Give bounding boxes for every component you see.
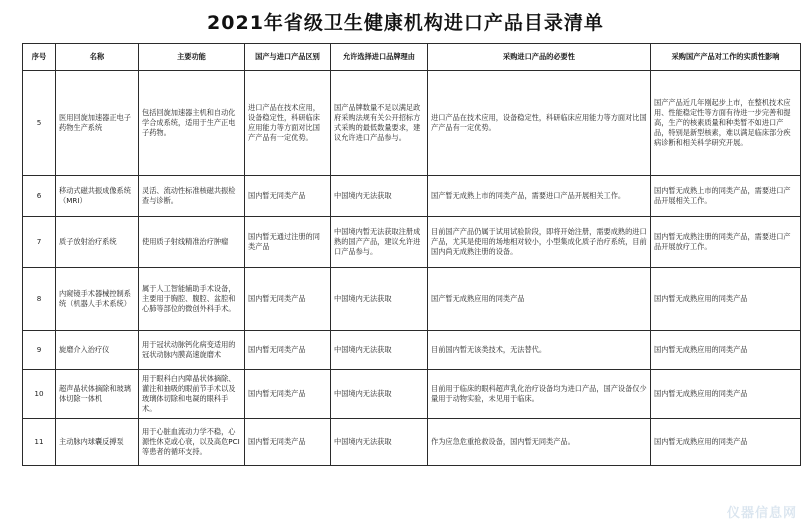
cell-impact: 国内暂无成熟应用的同类产品	[651, 331, 801, 370]
cell-difference: 国内暂无同类产品	[245, 268, 331, 331]
cell-function: 使用质子射线精准治疗肿瘤	[139, 217, 245, 268]
cell-difference: 国内暂无通过注册的同类产品	[245, 217, 331, 268]
table-row	[23, 370, 801, 419]
cell-function: 用于冠状动脉钙化病变适用的冠状动脉内膜高速旋磨术	[139, 331, 245, 370]
cell-difference: 国内暂无同类产品	[245, 419, 331, 466]
cell-reason: 中国境内无法获取	[331, 370, 428, 419]
cell-function: 属于人工智能辅助手术设备，主要用于胸腔、腹腔、盆腔和心肺等部位的微创外科手术。	[139, 268, 245, 331]
cell-impact: 国内暂无成熟应用的同类产品	[651, 268, 801, 331]
cell-seq: 6	[23, 176, 56, 217]
cell-name: 旋磨介入治疗仪	[56, 331, 139, 370]
cell-necessity: 目前用于临床的眼科超声乳化治疗设备均为进口产品，国产设备仅少量用于动物实验，未见用于临床。	[428, 370, 651, 419]
cell-reason: 中国境内无法获取	[331, 176, 428, 217]
cell-necessity: 国产暂无成熟上市的同类产品，需要进口产品开展相关工作。	[428, 176, 651, 217]
cell-necessity: 国产暂无成熟应用的同类产品	[428, 268, 651, 331]
watermark: 仪器信息网	[726, 506, 797, 521]
cell-impact: 国产产品近几年刚起步上市，在整机技术应用、性能稳定性等方面有待进一步完善和提高，生产的核素质量和种类暂不如进口产品，特别是新型核素，难以满足临床部分疾病诊断和相关科学研究开展。	[651, 71, 801, 176]
cell-function: 用于眼科白内障晶状体摘除、灌注和抽吸的眼前节手术以及玻璃体切除和电凝的眼科手术。	[139, 370, 245, 419]
cell-name: 医用回旋加速器正电子药物生产系统	[56, 71, 139, 176]
header-reason: 允许选择进口品牌理由	[331, 44, 428, 71]
cell-seq: 11	[23, 419, 56, 466]
table-header-row	[23, 44, 801, 71]
document-title: 2021年省级卫生健康机构进口产品目录清单	[207, 12, 604, 34]
table-row	[23, 217, 801, 268]
cell-reason: 中国境内暂无法获取注册成熟的国产产品，建议允许进口产品参与。	[331, 217, 428, 268]
cell-necessity: 目前国产产品仍属于试用试验阶段，即将开始注册，需要成熟的进口产品，尤其是使用的场地相对较小，小型集成化质子治疗系统，目前国内尚无成熟注册的设备。	[428, 217, 651, 268]
cell-seq: 9	[23, 331, 56, 370]
header-difference: 国产与进口产品区别	[245, 44, 331, 71]
cell-reason: 中国境内无法获取	[331, 268, 428, 331]
cell-seq: 8	[23, 268, 56, 331]
cell-reason: 中国境内无法获取	[331, 419, 428, 466]
import-product-catalog-table	[22, 43, 801, 466]
cell-seq: 10	[23, 370, 56, 419]
table-row	[23, 268, 801, 331]
cell-name: 移动式磁共振成像系统（MRI）	[56, 176, 139, 217]
table-row	[23, 71, 801, 176]
cell-difference: 国内暂无同类产品	[245, 370, 331, 419]
cell-function: 灵活、流动性标准核磁共振检查与诊断。	[139, 176, 245, 217]
cell-name: 超声晶状体摘除和玻璃体切除一体机	[56, 370, 139, 419]
cell-reason: 国产品牌数量不足以满足政府采购法规有关公开招标方式采购的最低数量要求，建议允许进口产品参与。	[331, 71, 428, 176]
header-name: 名称	[56, 44, 139, 71]
cell-name: 内窥镜手术器械控制系统（机器人手术系统）	[56, 268, 139, 331]
cell-difference: 国内暂无同类产品	[245, 331, 331, 370]
cell-seq: 5	[23, 71, 56, 176]
cell-seq: 7	[23, 217, 56, 268]
cell-necessity: 作为应急危重抢救设备，国内暂无同类产品。	[428, 419, 651, 466]
cell-reason: 中国境内无法获取	[331, 331, 428, 370]
header-necessity: 采购进口产品的必要性	[428, 44, 651, 71]
cell-function: 包括回旋加速器主机和自动化学合成系统，适用于生产正电子药物。	[139, 71, 245, 176]
cell-difference: 国内暂无同类产品	[245, 176, 331, 217]
header-function: 主要功能	[139, 44, 245, 71]
cell-necessity: 进口产品在技术应用，设备稳定性，科研临床应用能力等方面对比国产产品有一定优势。	[428, 71, 651, 176]
cell-impact: 国内暂无成熟应用的同类产品	[651, 370, 801, 419]
cell-name: 主动脉内球囊反搏泵	[56, 419, 139, 466]
table-row	[23, 331, 801, 370]
table-row	[23, 176, 801, 217]
cell-impact: 国内暂无成熟上市的同类产品，需要进口产品开展相关工作。	[651, 176, 801, 217]
cell-necessity: 目前国内暂无该类技术，无法替代。	[428, 331, 651, 370]
cell-name: 质子放射治疗系统	[56, 217, 139, 268]
cell-function: 用于心脏血流动力学不稳，心源性休克或心衰，以及高危PCI等患者的循环支持。	[139, 419, 245, 466]
table-row	[23, 419, 801, 466]
cell-impact: 国内暂无成熟应用的同类产品	[651, 419, 801, 466]
cell-impact: 国内暂无成熟注册的同类产品，需要进口产品开展放疗工作。	[651, 217, 801, 268]
header-seq: 序号	[23, 44, 56, 71]
cell-difference: 进口产品在技术应用，设备稳定性，科研临床应用能力等方面对比国产产品有一定优势。	[245, 71, 331, 176]
header-impact: 采购国产产品对工作的实质性影响	[651, 44, 801, 71]
